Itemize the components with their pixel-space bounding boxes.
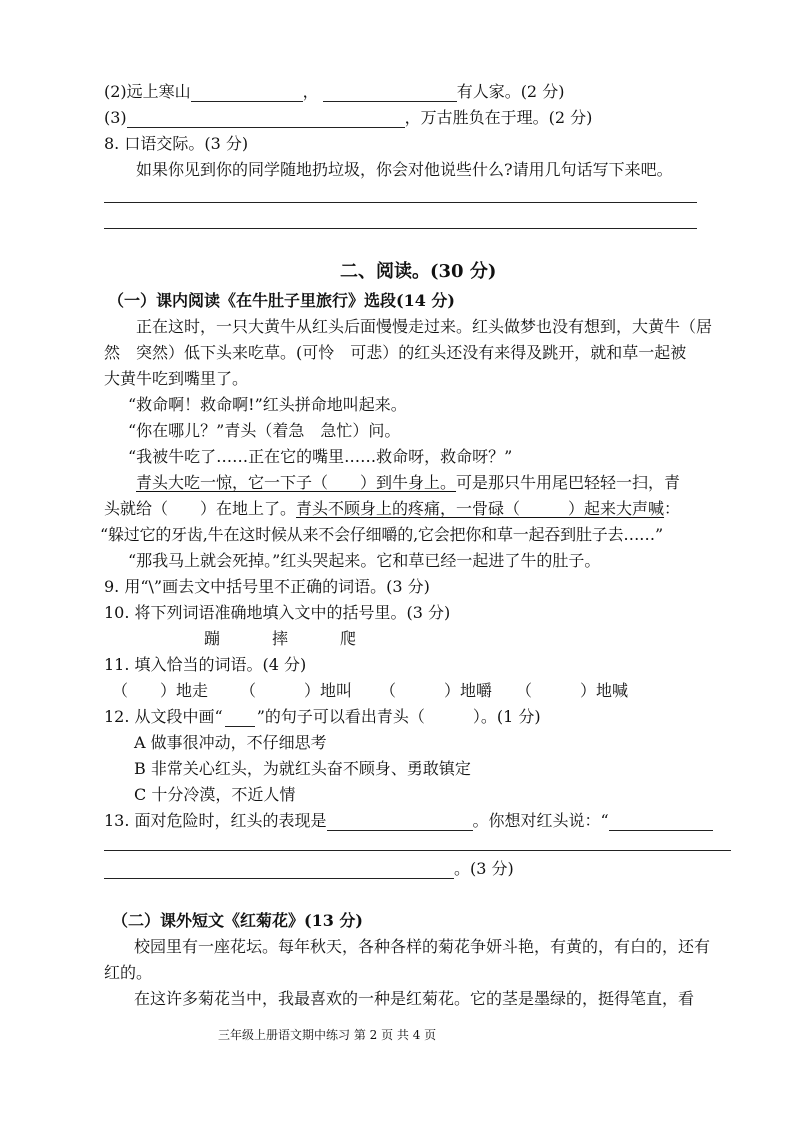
q11-item[interactable]: （ ）地喊 xyxy=(516,681,629,700)
underlined-sentence: 青头不顾身上的疼痛，一骨碌（ ）起来大声喊 xyxy=(296,499,665,518)
underlined-sentence: 青头大吃一惊，它一下子（ ）到牛身上。 xyxy=(136,473,457,492)
passage-line: 正在这时，一只大黄牛从红头后面慢慢走过来。红头做梦也没有想到，大黄牛（居 xyxy=(136,317,713,336)
q10-word: 蹦 xyxy=(204,629,221,648)
q10: 10. 将下列词语准确地填入文中的括号里。(3 分) xyxy=(104,603,451,622)
passage-line: 红的。 xyxy=(104,963,153,982)
q10-word: 爬 xyxy=(340,629,357,648)
q7-line2-suffix: 有人家。(2 分) xyxy=(456,82,565,101)
q12-option[interactable]: C 十分冷漠，不近人情 xyxy=(134,785,296,804)
answer-line[interactable] xyxy=(104,850,731,851)
part1-title: （一）课内阅读《在牛肚子里旅行》选段(14 分) xyxy=(108,291,455,310)
q7-line2-sep: ， xyxy=(302,82,319,101)
q13-end-line: 。(3 分) xyxy=(104,859,514,879)
passage-line: “躲过它的牙齿,牛在这时候从来不会仔细嚼的,它会把你和草一起吞到肚子去……” xyxy=(100,525,663,544)
q7-line3-prefix: (3) xyxy=(104,108,127,127)
answer-blank[interactable] xyxy=(327,814,473,831)
answer-line[interactable] xyxy=(104,202,697,203)
answer-blank[interactable] xyxy=(104,862,454,879)
q13: 13. 面对危险时，红头的表现是 。你想对红头说：“ xyxy=(104,811,713,831)
page-footer: 三年级上册语文期中练习 第 2 页 共 4 页 xyxy=(218,1028,437,1042)
q11-item[interactable]: （ ）地叫 xyxy=(240,681,353,700)
q11: 11. 填入恰当的词语。(4 分) xyxy=(104,655,307,674)
passage-line: “我被牛吃了……正在它的嘴里……救命呀，救命呀？” xyxy=(128,447,513,466)
q7-line3 xyxy=(104,108,592,128)
answer-blank[interactable] xyxy=(191,85,303,102)
answer-line[interactable] xyxy=(104,228,697,229)
q12-option[interactable]: B 非常关心红头，为就红头奋不顾身、勇敢镇定 xyxy=(134,759,471,778)
q8-prompt: 如果你见到你的同学随地扔垃圾，你会对他说些什么?请用几句话写下来吧。 xyxy=(136,160,673,179)
part2-title: （二）课外短文《红菊花》(13 分) xyxy=(112,911,363,930)
passage-line: 头就给（ ）在地上了。青头不顾身上的疼痛，一骨碌（ ）起来大声喊： xyxy=(104,499,681,518)
answer-blank[interactable] xyxy=(609,814,713,831)
q8-title: 8. 口语交际。(3 分) xyxy=(104,134,249,153)
passage-line: 校园里有一座花坛。每年秋天，各种各样的菊花争妍斗艳，有黄的，有白的，还有 xyxy=(134,937,711,956)
q11-item[interactable]: （ ）地嚼 xyxy=(380,681,493,700)
q7-line3-suffix: ，万古胜负在于理。(2 分) xyxy=(404,108,593,127)
passage-line: “你在哪儿？”青头（着急 急忙）问。 xyxy=(128,421,401,440)
q12: 12. 从文段中画“ ”的句子可以看出青头（ ）。(1 分) xyxy=(104,707,541,726)
q11-item[interactable]: （ ）地走 xyxy=(112,681,209,700)
answer-blank[interactable] xyxy=(127,111,405,128)
passage-line: 在这许多菊花当中，我最喜欢的一种是红菊花。它的茎是墨绿的，挺得笔直，看 xyxy=(134,989,695,1008)
q7-line2-prefix: (2)远上寒山 xyxy=(104,82,191,101)
passage-line: “那我马上就会死掉。”红头哭起来。它和草已经一起进了牛的肚子。 xyxy=(128,551,601,570)
passage-line: 大黄牛吃到嘴里了。 xyxy=(104,369,249,388)
passage-line: 青头大吃一惊，它一下子（ ）到牛身上。可是那只牛用尾巴轻轻一扫，青 xyxy=(136,473,681,492)
passage-line: 然 突然）低下头来吃草。(可怜 可悲）的红头还没有来得及跳开，就和草一起被 xyxy=(104,343,687,362)
q12-option[interactable]: A 做事很冲动，不仔细思考 xyxy=(134,733,327,752)
q10-word: 摔 xyxy=(272,629,289,648)
answer-blank[interactable] xyxy=(323,85,457,102)
section-heading: 二、阅读。(30 分) xyxy=(340,261,497,282)
passage-line: “救命啊！救命啊!”红头拼命地叫起来。 xyxy=(128,395,407,414)
q7-line2 xyxy=(104,82,564,102)
q9: 9. 用“\”画去文中括号里不正确的词语。(3 分) xyxy=(104,577,430,596)
underline-marker xyxy=(225,710,255,727)
